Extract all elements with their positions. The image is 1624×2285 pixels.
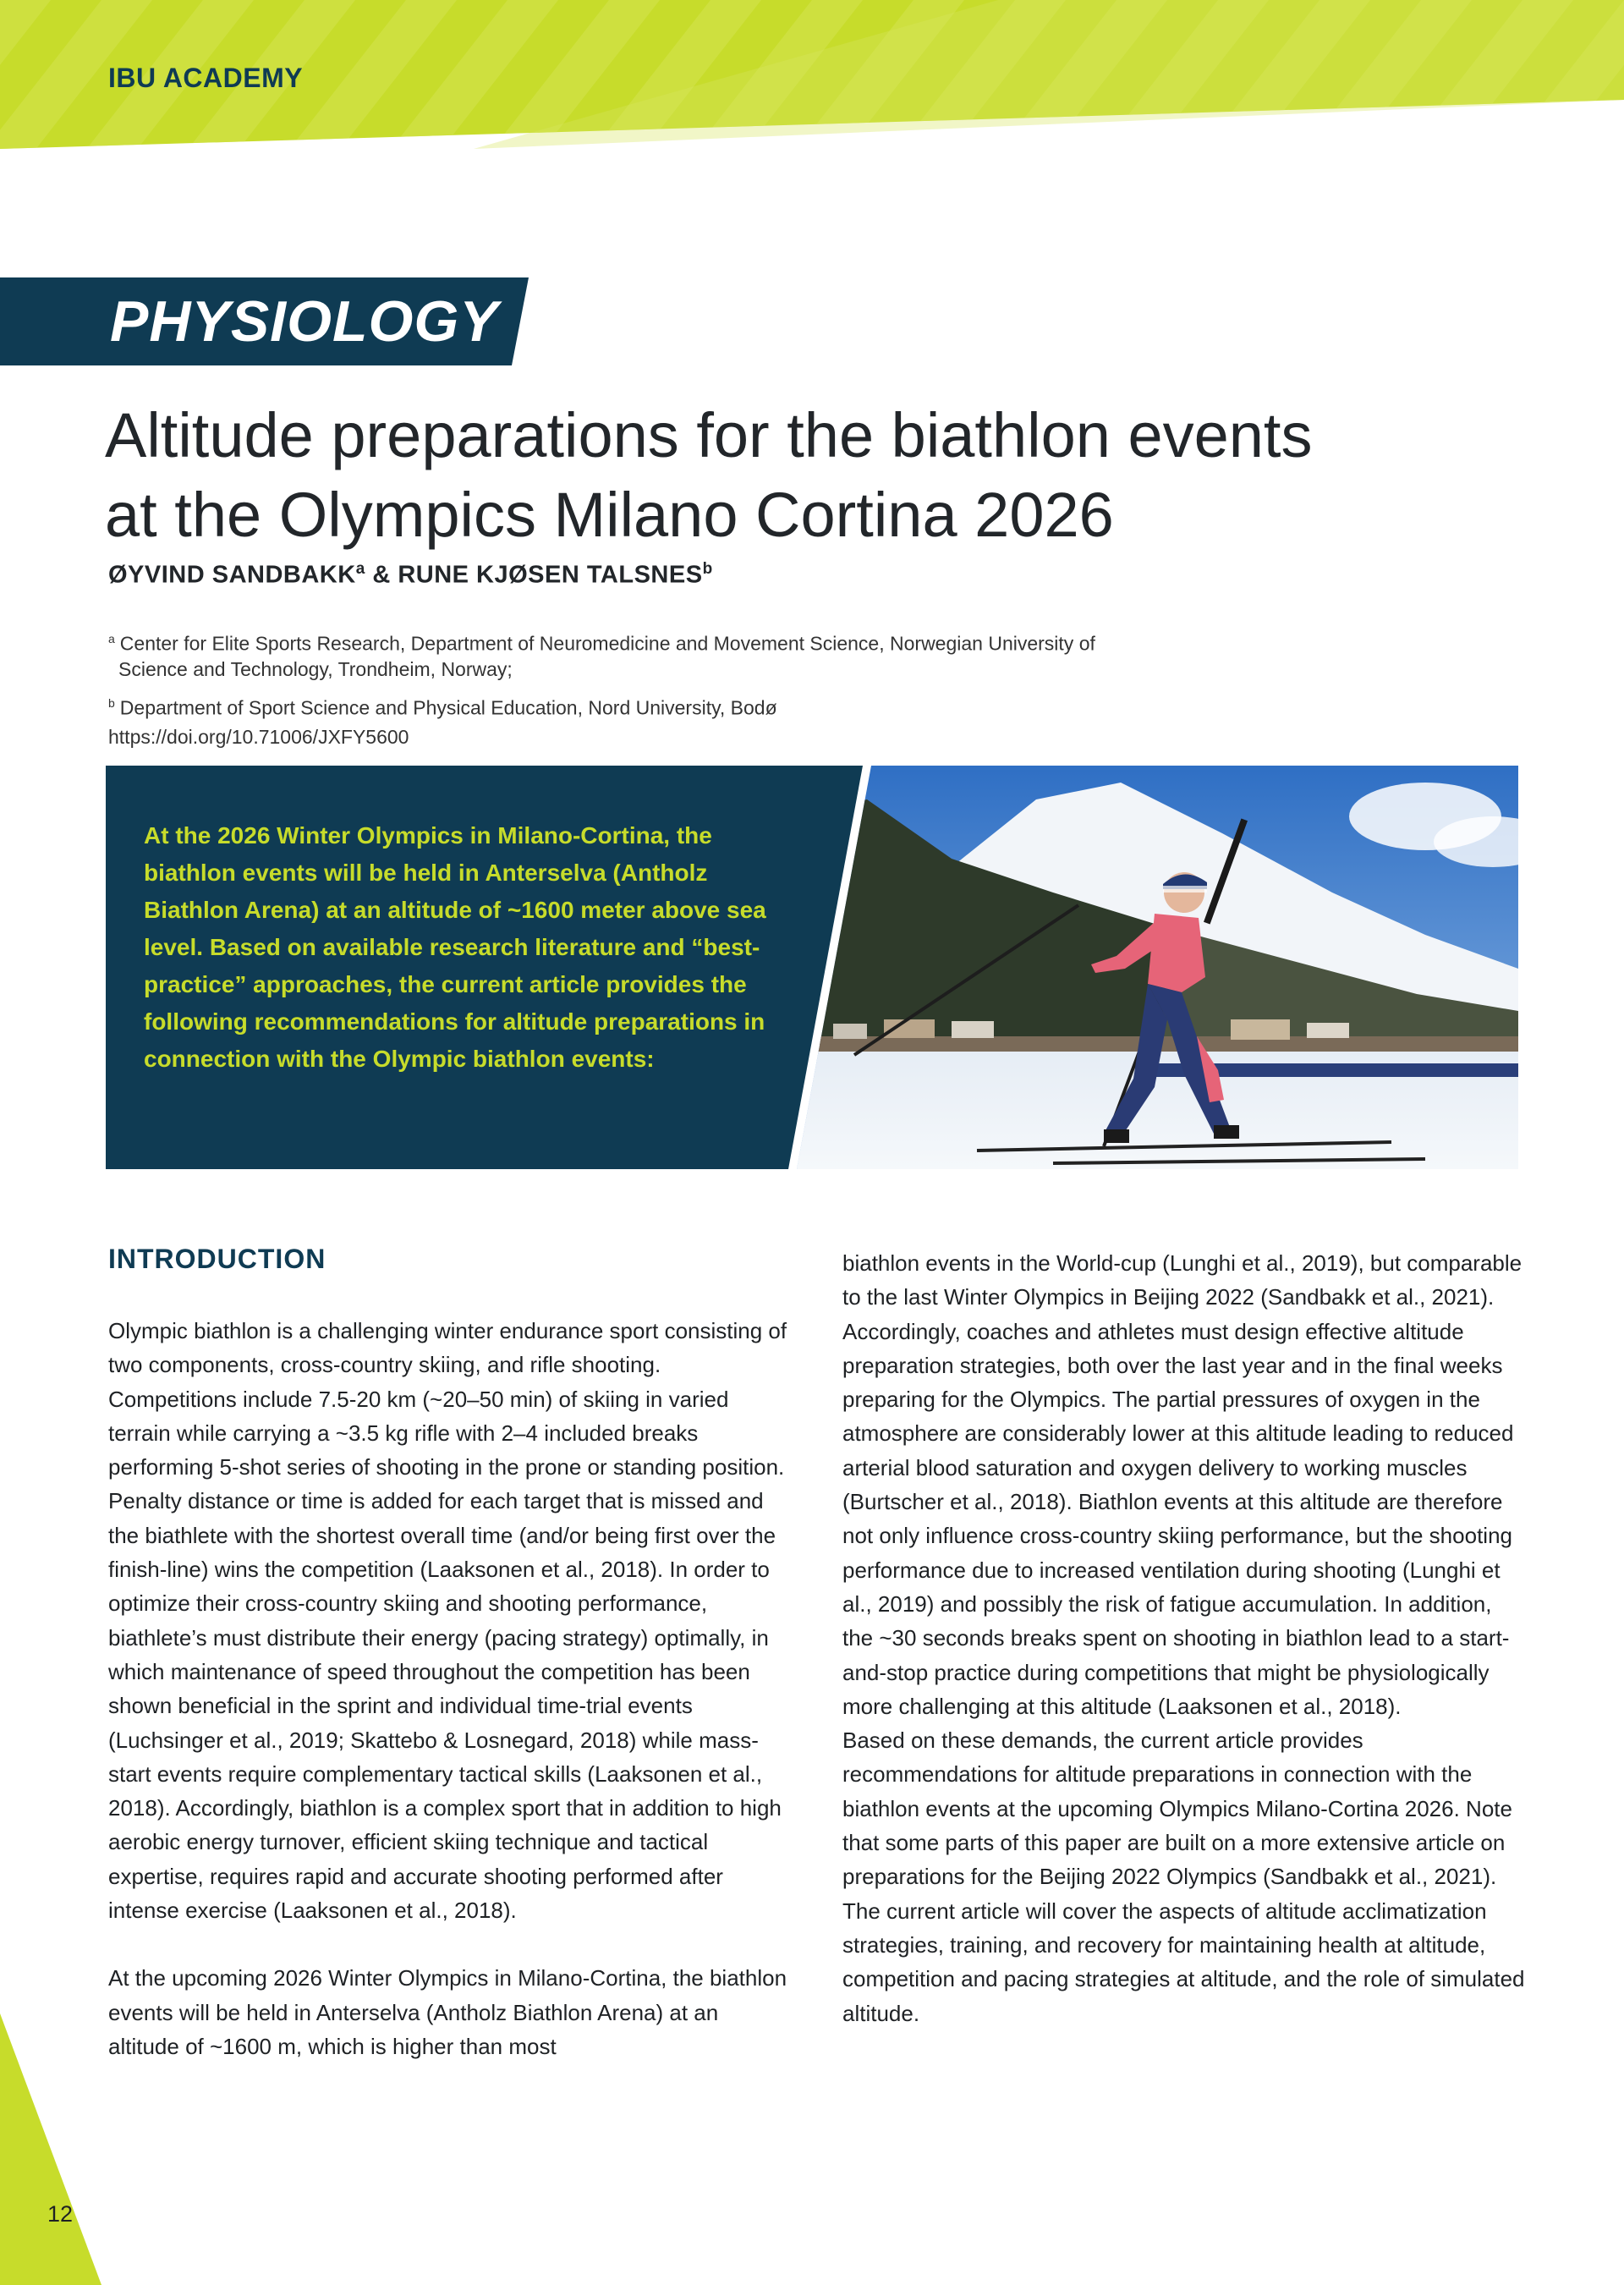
author-separator: & [365,561,398,589]
affiliation-a [108,626,1225,682]
affiliation-b [108,690,777,721]
left-column [108,1314,793,2063]
title-line-2: at the Olympics Milano Cortina 2026 [105,480,1114,550]
affiliation-a-line-1: Center for Elite Sports Research, Department of Neuromedicine and Movement Science, Norwegian University of [119,632,1095,655]
author-2-affiliation-mark: b [702,560,713,578]
paragraph-gap [108,1927,793,1961]
introduction-heading: INTRODUCTION [108,1244,326,1274]
page-number: 12 [47,2201,74,2227]
intro-paragraph-3: biathlon events in the World-cup (Lunghi et al., 2019), but comparable to the last Winter Olympics in Beijing 2022 (Sandbakk et al., 2021). Accordingly, coaches and athletes must design effective altitude preparation strategies, both over the last year and in the final weeks preparing for the Olympics. The partial pressures of oxygen in the atmosphere are considerably lower at this altitude leading to reduced arterial blood saturation and oxygen delivery to working muscles (Burtscher et al., 2018). Biathlon events at this altitude are therefore not only influence cross-country skiing performance, but the shooting performance due to increased ventilation during shooting (Lunghi et al., 2019) and possibly the risk of fatigue accumulation. In addition, the ~30 seconds breaks spent on shooting in biathlon lead to a start-and-stop practice during competitions that might be physiologically more challenging at this altitude (Laaksonen et al., 2018). [842,1250,1522,1719]
article-title [105,396,1543,555]
affiliation-a-line-2: Science and Technology, Trondheim, Norway; [118,657,513,680]
author-1: ØYVIND SANDBAKK [108,561,356,589]
authors [108,560,713,590]
affiliation-a-mark: a [108,632,115,645]
biathlete-photo [782,766,1518,1169]
brand-logo-text: IBU ACADEMY [108,63,304,93]
affiliation-b-mark: b [108,696,115,710]
title-line-1: Altitude preparations for the biathlon events [105,400,1313,470]
section-label: PHYSIOLOGY [110,289,499,354]
doi-link[interactable]: https://doi.org/10.71006/JXFY5600 [108,726,409,748]
right-column [842,1246,1528,2030]
affiliation-b-text: Department of Sport Science and Physical Education, Nord University, Bodø [119,696,777,719]
intro-paragraph-1: Olympic biathlon is a challenging winter endurance sport consisting of two components, cross-country skiing, and rifle shooting. Competitions include 7.5-20 km (~20–50 min) of skiing in varied terrain while carrying a ~3.5 kg rifle with 2–4 included breaks performing 5-shot series of shooting in the prone or standing position. Penalty distance or time is added for each target that is missed and the biathlete with the shortest overall time (and/or being first over the finish-line) wins the competition (Laaksonen et al., 2018). In order to optimize their cross-country skiing and shooting performance, biathlete’s must distribute their energy (pacing strategy) optimally, in which maintenance of speed throughout the competition has been shown beneficial in the sprint and individual time-trial events (Luchsinger et al., 2019; Skattebo & Losnegard, 2018) while mass-start events require complementary tactical skills (Laaksonen et al., 2018). Accordingly, biathlon is a complex sport that in addition to high aerobic energy turnover, efficient skiing technique and tactical expertise, requires rapid and accurate shooting performed after intense exercise (Laaksonen et al., 2018). [108,1318,787,1924]
intro-paragraph-4: Based on these demands, the current article provides recommendations for altitude preparations in connection with the biathlon events at the upcoming Olympics Milano-Cortina 2026. Note that some parts of this paper are built on a more extensive article on preparations for the Beijing 2022 Olympics (Sandbakk et al., 2021). The current article will cover the aspects of altitude acclimatization strategies, training, and recovery for maintaining health at altitude, competition and pacing strategies at altitude, and the role of simulated altitude. [842,1727,1525,2026]
author-1-affiliation-mark: a [355,560,365,578]
intro-paragraph-2: At the upcoming 2026 Winter Olympics in Milano-Cortina, the biathlon events will be held in Anterselva (Antholz Biathlon Arena) at an altitude of ~1600 m, which is higher than most [108,1965,787,2059]
author-2: RUNE KJØSEN TALSNES [398,561,703,589]
abstract-text: At the 2026 Winter Olympics in Milano-Cortina, the biathlon events will be held in Anterselva (Antholz Biathlon Arena) at an altitude of ~1600 meter above sea level. Based on available research literature and “best-practice” approaches, the current article provides the following recommendations for altitude preparations in connection with the Olympic biathlon events: [144,822,766,1072]
corner-accent [0,2013,102,2285]
